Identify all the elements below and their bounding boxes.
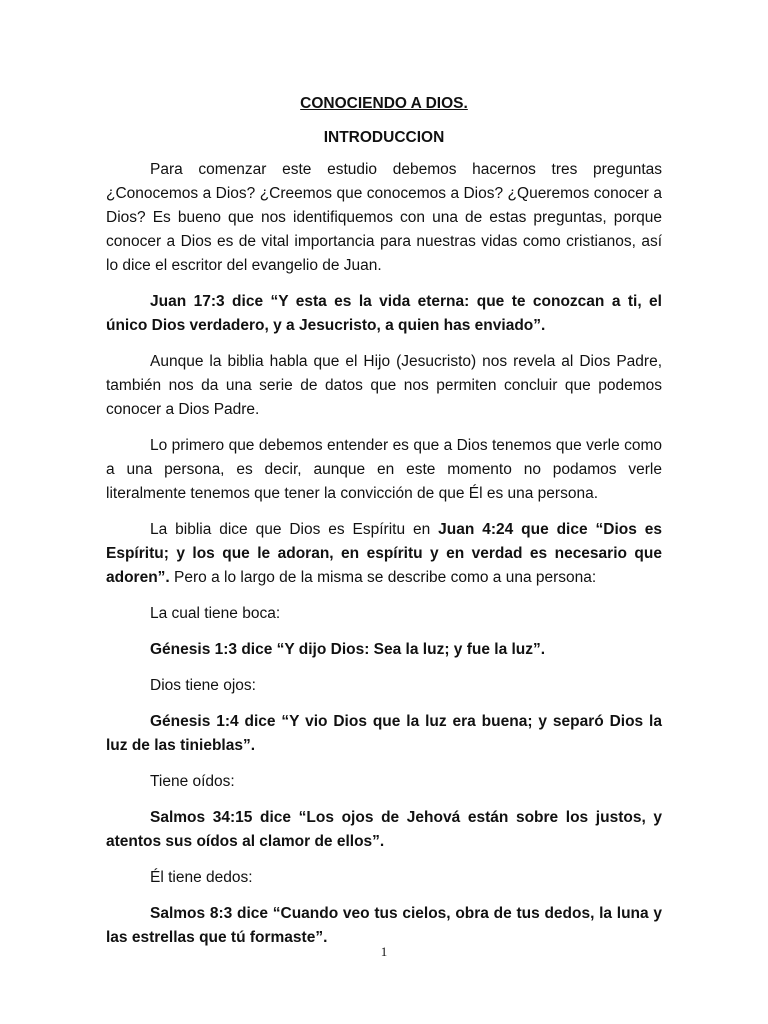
verse-genesis-1-4: Génesis 1:4 dice “Y vio Dios que la luz era buena; y separó Dios la luz de las tinieblas”.	[106, 713, 662, 754]
verse-juan-17-3: Juan 17:3 dice “Y esta es la vida eterna: que te conozcan a ti, el único Dios verdadero, y a Jesucristo, a quien has enviado”.	[106, 293, 662, 334]
line-boca: La cual tiene boca:	[150, 605, 281, 622]
line-ojos: Dios tiene ojos:	[150, 677, 256, 694]
verse-genesis-1-3: Génesis 1:3 dice “Y dijo Dios: Sea la luz; y fue la luz”.	[150, 641, 546, 658]
verse-salmos-34-15: Salmos 34:15 dice “Los ojos de Jehová están sobre los justos, y atentos sus oídos al clamor de ellos”.	[106, 809, 662, 850]
line-dedos: Él tiene dedos:	[150, 869, 253, 886]
document-title: CONOCIENDO A DIOS.	[300, 95, 468, 112]
verse-juan-4-24: Juan 4:24 que dice “Dios es Espíritu; y los que le adoran, en espíritu y en verdad es necesario que adoren”.	[106, 521, 662, 586]
paragraph-hijo-revela: Aunque la biblia habla que el Hijo (Jesucristo) nos revela al Dios Padre, también nos da una serie de datos que nos permiten concluir que podemos conocer a Dios Padre.	[106, 353, 662, 418]
document-body	[106, 92, 662, 962]
verse-salmos-8-3: Salmos 8:3 dice “Cuando veo tus cielos, obra de tus dedos, la luna y las estrellas que tú formaste”.	[106, 905, 662, 946]
page-number: 1	[380, 944, 388, 959]
paragraph-espiritu	[106, 518, 662, 590]
line-oidos: Tiene oídos:	[150, 773, 235, 790]
paragraph-persona: Lo primero que debemos entender es que a Dios tenemos que verle como a una persona, es decir, aunque en este momento no podamos verle literalmente tenemos que tener la convicción de que Él es una persona.	[106, 437, 662, 502]
paragraph-intro: Para comenzar este estudio debemos hacernos tres preguntas ¿Conocemos a Dios? ¿Creemos que conocemos a Dios? ¿Queremos conocer a Dios? Es bueno que nos identifiquemos con una de estas preguntas, porque conocer a Dios es de vital importancia para nuestras vidas como cristianos, así lo dice el escritor del evangelio de Juan.	[106, 161, 662, 274]
paragraph-espiritu-start: La biblia dice que Dios es Espíritu en	[150, 521, 439, 538]
paragraph-espiritu-end: Pero a lo largo de la misma se describe como a una persona:	[169, 569, 597, 586]
section-heading: INTRODUCCION	[323, 129, 445, 146]
